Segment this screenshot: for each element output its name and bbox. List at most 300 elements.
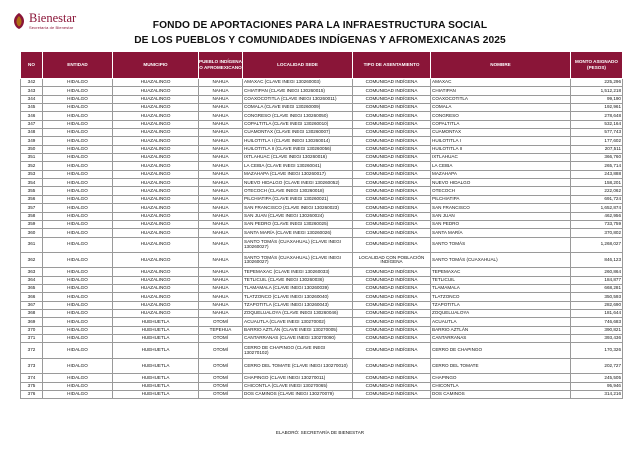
table-row (21, 104, 623, 112)
cell-pueblo: NAHUA (199, 237, 243, 252)
cell-pueblo: OTOMÍ (199, 374, 243, 382)
cell-municipio: HUAZALINGO (113, 276, 199, 284)
cell-monto: 733,759 (571, 220, 623, 228)
cell-localidad: MAZAHAPA (CLAVE INEGI 130260017) (243, 170, 353, 178)
footer-note: ELABORÓ: SECRETARÍA DE BIENESTAR (275, 430, 365, 435)
cell-entidad: HIDALGO (43, 220, 113, 228)
table-row (21, 137, 623, 145)
cell-municipio: HUAZALINGO (113, 87, 199, 95)
cell-entidad: HIDALGO (43, 87, 113, 95)
cell-no: 359 (21, 220, 43, 228)
cell-entidad: HIDALGO (43, 318, 113, 326)
cell-tipo: COMUNIDAD INDÍGENA (353, 79, 431, 87)
cell-no: 355 (21, 187, 43, 195)
cell-no: 368 (21, 310, 43, 318)
cell-pueblo: NAHUA (199, 179, 243, 187)
cell-monto: 370,802 (571, 229, 623, 237)
cell-pueblo: NAHUA (199, 310, 243, 318)
cell-monto: 577,743 (571, 129, 623, 137)
table-row (21, 220, 623, 228)
cell-pueblo: NAHUA (199, 195, 243, 203)
cell-nombre: COMALA (431, 104, 571, 112)
cell-tipo: COMUNIDAD INDÍGENA (353, 87, 431, 95)
cell-localidad: CHICONTLA (CLAVE INEGI 130270065) (243, 382, 353, 390)
cell-monto: 846,123 (571, 252, 623, 267)
cell-nombre: CHICONTLA (431, 382, 571, 390)
cell-tipo: COMUNIDAD INDÍGENA (353, 154, 431, 162)
table-row (21, 382, 623, 390)
table-row (21, 154, 623, 162)
cell-localidad: CANTARRANAS (CLAVE INEGI 130270090) (243, 335, 353, 343)
col-header-monto: MONTO ASIGNADO (PESOS) (571, 52, 623, 79)
cell-tipo: COMUNIDAD INDÍGENA (353, 204, 431, 212)
cell-no: 347 (21, 120, 43, 128)
cell-nombre: SANTA MARÍA (431, 229, 571, 237)
cell-tipo: COMUNIDAD INDÍGENA (353, 343, 431, 358)
cell-tipo: COMUNIDAD INDÍGENA (353, 310, 431, 318)
cell-municipio: HUEHUETLA (113, 343, 199, 358)
cell-tipo: COMUNIDAD INDÍGENA (353, 237, 431, 252)
cell-tipo: COMUNIDAD INDÍGENA (353, 276, 431, 284)
col-header-nombre: NOMBRE (431, 52, 571, 79)
cell-localidad: IXTLAHUAC (CLAVE INEGI 130260016) (243, 154, 353, 162)
cell-municipio: HUAZALINGO (113, 293, 199, 301)
cell-monto: 1,652,874 (571, 204, 623, 212)
cell-localidad: SANTA MARÍA (CLAVE INEGI 130260026) (243, 229, 353, 237)
cell-pueblo: NAHUA (199, 79, 243, 87)
cell-localidad: CHAPINGO (CLAVE INEGI 130270011) (243, 374, 353, 382)
cell-pueblo: NAHUA (199, 276, 243, 284)
cell-pueblo: TEPEHUA (199, 326, 243, 334)
cell-tipo: COMUNIDAD INDÍGENA (353, 137, 431, 145)
cell-no: 369 (21, 318, 43, 326)
cell-pueblo: NAHUA (199, 129, 243, 137)
cell-municipio: HUAZALINGO (113, 79, 199, 87)
table-row (21, 343, 623, 358)
cell-tipo: COMUNIDAD INDÍGENA (353, 293, 431, 301)
cell-entidad: HIDALGO (43, 170, 113, 178)
table-row (21, 268, 623, 276)
cell-municipio: HUAZALINGO (113, 195, 199, 203)
cell-monto: 393,436 (571, 335, 623, 343)
cell-no: 373 (21, 358, 43, 373)
cell-monto: 192,961 (571, 104, 623, 112)
cell-localidad: NUEVO HIDALGO (CLAVE INEGI 130260052) (243, 179, 353, 187)
cell-tipo: COMUNIDAD INDÍGENA (353, 162, 431, 170)
cell-pueblo: OTOMÍ (199, 318, 243, 326)
table-row (21, 95, 623, 103)
cell-tipo: COMUNIDAD INDÍGENA (353, 112, 431, 120)
cell-nombre: PILCHIATIPA (431, 195, 571, 203)
table-row (21, 310, 623, 318)
cell-entidad: HIDALGO (43, 229, 113, 237)
cell-localidad: TZAPOTITLA (CLAVE INEGI 130260043) (243, 301, 353, 309)
cell-pueblo: NAHUA (199, 137, 243, 145)
cell-nombre: CONGRESO (431, 112, 571, 120)
cell-localidad: ACUAUTLA (CLAVE INEGI 130270002) (243, 318, 353, 326)
cell-nombre: CANTARRANAS (431, 335, 571, 343)
table-row (21, 204, 623, 212)
cell-entidad: HIDALGO (43, 104, 113, 112)
cell-no: 370 (21, 326, 43, 334)
cell-entidad: HIDALGO (43, 162, 113, 170)
cell-localidad: BARRIO AZTLÁN (CLAVE INEGI 130270005) (243, 326, 353, 334)
table-row (21, 79, 623, 87)
cell-municipio: HUAZALINGO (113, 212, 199, 220)
cell-no: 344 (21, 95, 43, 103)
cell-pueblo: NAHUA (199, 301, 243, 309)
cell-no: 361 (21, 237, 43, 252)
table-row (21, 276, 623, 284)
col-header-localidad: LOCALIDAD SEDE (243, 52, 353, 79)
cell-entidad: HIDALGO (43, 212, 113, 220)
table-row (21, 179, 623, 187)
cell-pueblo: OTOMÍ (199, 358, 243, 373)
cell-no: 374 (21, 374, 43, 382)
cell-tipo: COMUNIDAD INDÍGENA (353, 120, 431, 128)
cell-municipio: HUAZALINGO (113, 162, 199, 170)
cell-entidad: HIDALGO (43, 382, 113, 390)
cell-nombre: BARRIO AZTLÁN (431, 326, 571, 334)
cell-municipio: HUAZALINGO (113, 129, 199, 137)
cell-entidad: HIDALGO (43, 120, 113, 128)
cell-localidad: HUILOTITLA I (CLAVE INEGI 130260014) (243, 137, 353, 145)
cell-tipo: COMUNIDAD INDÍGENA (353, 95, 431, 103)
cell-no: 376 (21, 390, 43, 398)
cell-tipo: COMUNIDAD INDÍGENA (353, 335, 431, 343)
cell-nombre: CERRO DEL TOMATE (431, 358, 571, 373)
cell-pueblo: NAHUA (199, 145, 243, 153)
cell-no: 360 (21, 229, 43, 237)
cell-municipio: HUEHUETLA (113, 326, 199, 334)
cell-nombre: COPALTITLA (431, 120, 571, 128)
table-row (21, 129, 623, 137)
cell-monto: 158,201 (571, 179, 623, 187)
cell-entidad: HIDALGO (43, 358, 113, 373)
cell-entidad: HIDALGO (43, 204, 113, 212)
cell-pueblo: NAHUA (199, 293, 243, 301)
cell-monto: 532,164 (571, 120, 623, 128)
cell-tipo: COMUNIDAD INDÍGENA (353, 104, 431, 112)
cell-no: 343 (21, 87, 43, 95)
cell-no: 345 (21, 104, 43, 112)
document-title-line-2: DE LOS PUEBLOS Y COMUNIDADES INDÍGENAS Y AFROMEXICANAS 2025 (134, 35, 506, 46)
cell-no: 342 (21, 79, 43, 87)
cell-municipio: HUEHUETLA (113, 390, 199, 398)
col-header-tipo: TIPO DE ASENTAMIENTO (353, 52, 431, 79)
cell-entidad: HIDALGO (43, 301, 113, 309)
cell-no: 363 (21, 268, 43, 276)
table-row (21, 212, 623, 220)
cell-municipio: HUAZALINGO (113, 220, 199, 228)
cell-no: 367 (21, 301, 43, 309)
cell-nombre: TZAPOTITLA (431, 301, 571, 309)
cell-tipo: COMUNIDAD INDÍGENA (353, 229, 431, 237)
cell-entidad: HIDALGO (43, 285, 113, 293)
cell-municipio: HUAZALINGO (113, 179, 199, 187)
cell-municipio: HUAZALINGO (113, 170, 199, 178)
cell-localidad: CHIATIPAN (CLAVE INEGI 130260015) (243, 87, 353, 95)
cell-nombre: TLATZONCO (431, 293, 571, 301)
cell-entidad: HIDALGO (43, 179, 113, 187)
cell-monto: 1,268,027 (571, 237, 623, 252)
cell-monto: 462,956 (571, 212, 623, 220)
table-body (21, 79, 623, 399)
cell-municipio: HUAZALINGO (113, 252, 199, 267)
cell-pueblo: NAHUA (199, 154, 243, 162)
col-header-municipio: MUNICIPIO (113, 52, 199, 79)
cell-localidad: ZOQUELUALOYA (CLAVE INEGI 130260046) (243, 310, 353, 318)
cell-monto: 314,216 (571, 390, 623, 398)
cell-no: 350 (21, 145, 43, 153)
cell-municipio: HUAZALINGO (113, 229, 199, 237)
cell-nombre: DOS CAMINOS (431, 390, 571, 398)
cell-localidad: SAN PEDRO (CLAVE INEGI 130260025) (243, 220, 353, 228)
table-row (21, 374, 623, 382)
cell-nombre: IXTLAHUAC (431, 154, 571, 162)
cell-no: 358 (21, 212, 43, 220)
cell-nombre: SAN FRANCISCO (431, 204, 571, 212)
cell-nombre: AMAXAC (431, 79, 571, 87)
cell-monto: 245,505 (571, 374, 623, 382)
cell-pueblo: NAHUA (199, 162, 243, 170)
cell-localidad: TLAMAMALA (CLAVE INEGI 130260039) (243, 285, 353, 293)
cell-localidad: LA CEIBA (CLAVE INEGI 130260041) (243, 162, 353, 170)
cell-entidad: HIDALGO (43, 187, 113, 195)
col-header-pueblo: PUEBLO INDÍGENA O AFROMEXICANO (199, 52, 243, 79)
cell-monto: 282,690 (571, 301, 623, 309)
cell-pueblo: NAHUA (199, 187, 243, 195)
cell-localidad: AMAXAC (CLAVE INEGI 130260003) (243, 79, 353, 87)
cell-tipo: COMUNIDAD INDÍGENA (353, 318, 431, 326)
cell-municipio: HUAZALINGO (113, 268, 199, 276)
cell-municipio: HUAZALINGO (113, 204, 199, 212)
cell-nombre: HUILOTITLA II (431, 145, 571, 153)
cell-monto: 202,727 (571, 358, 623, 373)
cell-localidad: OTECOCH (CLAVE INEGI 130260018) (243, 187, 353, 195)
cell-entidad: HIDALGO (43, 374, 113, 382)
cell-entidad: HIDALGO (43, 95, 113, 103)
cell-tipo: COMUNIDAD INDÍGENA (353, 301, 431, 309)
cell-pueblo: NAHUA (199, 87, 243, 95)
cell-municipio: HUEHUETLA (113, 335, 199, 343)
cell-pueblo: NAHUA (199, 229, 243, 237)
cell-localidad: DOS CAMINOS (CLAVE INEGI 130270079) (243, 390, 353, 398)
cell-localidad: TLATZONCO (CLAVE INEGI 130260040) (243, 293, 353, 301)
cell-no: 354 (21, 179, 43, 187)
cell-pueblo: NAHUA (199, 212, 243, 220)
col-header-entidad: ENTIDAD (43, 52, 113, 79)
cell-entidad: HIDALGO (43, 276, 113, 284)
cell-localidad: TEPEMAXAC (CLAVE INEGI 130260033) (243, 268, 353, 276)
table-row (21, 293, 623, 301)
cell-entidad: HIDALGO (43, 137, 113, 145)
cell-pueblo: NAHUA (199, 112, 243, 120)
cell-entidad: HIDALGO (43, 326, 113, 334)
cell-municipio: HUAZALINGO (113, 187, 199, 195)
cell-municipio: HUAZALINGO (113, 104, 199, 112)
cell-municipio: HUAZALINGO (113, 237, 199, 252)
cell-tipo: COMUNIDAD INDÍGENA (353, 220, 431, 228)
cell-no: 352 (21, 162, 43, 170)
cell-municipio: HUAZALINGO (113, 120, 199, 128)
cell-pueblo: NAHUA (199, 252, 243, 267)
cell-entidad: HIDALGO (43, 343, 113, 358)
cell-nombre: ZOQUELUALOYA (431, 310, 571, 318)
document-title-line-1: FONDO DE APORTACIONES PARA LA INFRAESTRUCTURA SOCIAL (152, 20, 488, 31)
cell-pueblo: NAHUA (199, 220, 243, 228)
cell-monto: 265,714 (571, 162, 623, 170)
cell-tipo: COMUNIDAD INDÍGENA (353, 187, 431, 195)
cell-entidad: HIDALGO (43, 310, 113, 318)
table-row (21, 170, 623, 178)
cell-entidad: HIDALGO (43, 268, 113, 276)
cell-monto: 181,644 (571, 310, 623, 318)
cell-entidad: HIDALGO (43, 335, 113, 343)
table-row (21, 318, 623, 326)
cell-nombre: TLAMAMALA (431, 285, 571, 293)
cell-nombre: CERRO DE CHAPINGO (431, 343, 571, 358)
cell-nombre: OTECOCH (431, 187, 571, 195)
cell-municipio: HUAZALINGO (113, 112, 199, 120)
cell-nombre: CHIATIPAN (431, 87, 571, 95)
cell-monto: 1,512,218 (571, 87, 623, 95)
cell-localidad: COAXOCOTITLA (CLAVE INEGI 130260011) (243, 95, 353, 103)
cell-monto: 99,190 (571, 95, 623, 103)
cell-no: 364 (21, 276, 43, 284)
cell-nombre: CHAPINGO (431, 374, 571, 382)
cell-nombre: LA CEIBA (431, 162, 571, 170)
cell-tipo: COMUNIDAD INDÍGENA (353, 358, 431, 373)
cell-pueblo: OTOMÍ (199, 335, 243, 343)
logo-subtitle: Secretaría de Bienestar (29, 25, 74, 30)
cell-no: 375 (21, 382, 43, 390)
cell-no: 362 (21, 252, 43, 267)
cell-localidad: CERRO DE CHAPINGO (CLAVE INEGI 130270102) (243, 343, 353, 358)
cell-no: 351 (21, 154, 43, 162)
logo-title: Bienestar (29, 11, 77, 25)
cell-tipo: COMUNIDAD INDÍGENA (353, 179, 431, 187)
cell-no: 348 (21, 129, 43, 137)
cell-no: 371 (21, 335, 43, 343)
cell-nombre: SANTO TOMÁS (431, 237, 571, 252)
cell-localidad: SAN FRANCISCO (CLAVE INEGI 130260023) (243, 204, 353, 212)
table-row (21, 335, 623, 343)
cell-municipio: HUEHUETLA (113, 382, 199, 390)
cell-localidad: HUILOTITLA II (CLAVE INEGI 130260056) (243, 145, 353, 153)
table-row (21, 229, 623, 237)
cell-monto: 350,593 (571, 293, 623, 301)
table-row (21, 162, 623, 170)
cell-tipo: LOCALIDAD CON POBLACIÓN INDÍGENA (353, 252, 431, 267)
cell-localidad: CERRO DEL TOMATE (CLAVE INEGI 130270010) (243, 358, 353, 373)
cell-pueblo: OTOMÍ (199, 343, 243, 358)
cell-localidad: CUAMONTAX (CLAVE INEGI 130260007) (243, 129, 353, 137)
cell-tipo: COMUNIDAD INDÍGENA (353, 170, 431, 178)
cell-monto: 225,296 (571, 79, 623, 87)
cell-monto: 222,062 (571, 187, 623, 195)
cell-monto: 95,946 (571, 382, 623, 390)
cell-localidad: COPALTITLA (CLAVE INEGI 130260010) (243, 120, 353, 128)
cell-municipio: HUAZALINGO (113, 301, 199, 309)
cell-no: 357 (21, 204, 43, 212)
cell-localidad: CONGRESO (CLAVE INEGI 130260050) (243, 112, 353, 120)
cell-pueblo: OTOMÍ (199, 382, 243, 390)
cell-municipio: HUEHUETLA (113, 318, 199, 326)
cell-municipio: HUEHUETLA (113, 374, 199, 382)
cell-monto: 668,281 (571, 285, 623, 293)
cell-monto: 260,864 (571, 268, 623, 276)
cell-pueblo: NAHUA (199, 170, 243, 178)
cell-entidad: HIDALGO (43, 195, 113, 203)
cell-monto: 278,648 (571, 112, 623, 120)
cell-pueblo: NAHUA (199, 95, 243, 103)
cell-no: 349 (21, 137, 43, 145)
cell-entidad: HIDALGO (43, 252, 113, 267)
cell-entidad: HIDALGO (43, 79, 113, 87)
cell-no: 372 (21, 343, 43, 358)
cell-pueblo: NAHUA (199, 285, 243, 293)
cell-pueblo: NAHUA (199, 268, 243, 276)
cell-pueblo: OTOMÍ (199, 390, 243, 398)
cell-no: 366 (21, 293, 43, 301)
cell-monto: 207,511 (571, 145, 623, 153)
cell-nombre: ACUAUTLA (431, 318, 571, 326)
cell-entidad: HIDALGO (43, 237, 113, 252)
cell-entidad: HIDALGO (43, 129, 113, 137)
cell-nombre: MAZAHAPA (431, 170, 571, 178)
cell-nombre: NUEVO HIDALGO (431, 179, 571, 187)
table-row (21, 326, 623, 334)
table-row (21, 187, 623, 195)
cell-localidad: SAN JUAN (CLAVE INEGI 130260024) (243, 212, 353, 220)
cell-municipio: HUAZALINGO (113, 137, 199, 145)
table-header-row (21, 52, 623, 79)
cell-tipo: COMUNIDAD INDÍGENA (353, 390, 431, 398)
cell-no: 353 (21, 170, 43, 178)
cell-entidad: HIDALGO (43, 145, 113, 153)
table-row (21, 252, 623, 267)
cell-tipo: COMUNIDAD INDÍGENA (353, 129, 431, 137)
cell-entidad: HIDALGO (43, 112, 113, 120)
cell-monto: 243,888 (571, 170, 623, 178)
cell-monto: 184,877 (571, 276, 623, 284)
cell-pueblo: NAHUA (199, 104, 243, 112)
table-row (21, 285, 623, 293)
cell-localidad: COMALA (CLAVE INEGI 130260009) (243, 104, 353, 112)
allocation-table (20, 51, 623, 399)
cell-tipo: COMUNIDAD INDÍGENA (353, 326, 431, 334)
cell-municipio: HUAZALINGO (113, 310, 199, 318)
cell-municipio: HUEHUETLA (113, 358, 199, 373)
cell-nombre: SANTO TOMÁS (CUAXAHUAL) (431, 252, 571, 267)
cell-entidad: HIDALGO (43, 390, 113, 398)
table-row (21, 120, 623, 128)
col-header-no: NO (21, 52, 43, 79)
cell-nombre: SAN JUAN (431, 212, 571, 220)
cell-nombre: CUAMONTAX (431, 129, 571, 137)
cell-localidad: TETLICUIL (CLAVE INEGI 130260036) (243, 276, 353, 284)
cell-municipio: HUAZALINGO (113, 154, 199, 162)
cell-nombre: TEPEMAXAC (431, 268, 571, 276)
cell-pueblo: NAHUA (199, 204, 243, 212)
cell-monto: 366,760 (571, 154, 623, 162)
cell-nombre: TETLICUIL (431, 276, 571, 284)
table-row (21, 237, 623, 252)
table-row (21, 390, 623, 398)
cell-municipio: HUAZALINGO (113, 145, 199, 153)
cell-monto: 390,821 (571, 326, 623, 334)
